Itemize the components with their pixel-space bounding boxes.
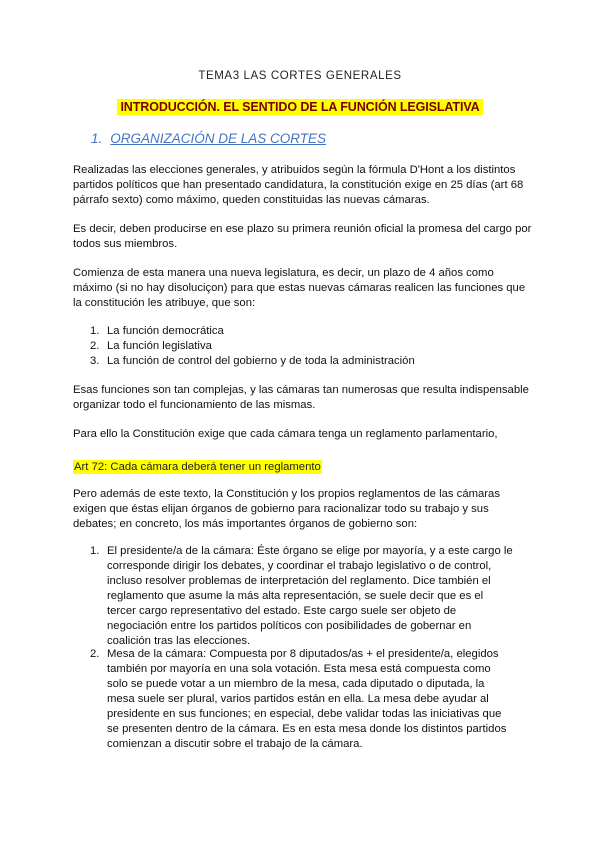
list-item xyxy=(73,339,535,354)
paragraph-governing-bodies: Pero además de este texto, la Constitución y los propios reglamentos de las cámaras exigen que éstas elijan órganos de gobierno para racionalizar todo su trabajo y sus debates; en concreto, los más importantes órganos de gobierno son: xyxy=(73,488,500,530)
functions-list xyxy=(73,324,535,369)
section-number: 1. xyxy=(91,131,103,146)
article-72-highlight: Art 72: Cada cámara deberá tener un reglamento xyxy=(74,461,321,473)
list-item xyxy=(73,354,535,369)
organs-list-item-mesa xyxy=(73,647,513,752)
list-text: El presidente/a de la cámara: Éste órgano se elige por mayoría, y a este cargo le corresponde dirigir los debates, y coordinar el trabajo legislativo o de control, incluso resolver problemas de interpretación del reglamento. Dice también el reglamento que asume la más alta representación, se suele decir que es el tercer cargo representativo del estado. Este cargo suele ser objeto de negociación entre los partidos políticos con posibilidades de gobernar en coalición tras las elecciones. xyxy=(107,545,513,647)
intro-heading: INTRODUCCIÓN. EL SENTIDO DE LA FUNCIÓN LEGISLATIVA xyxy=(117,99,482,115)
list-text: Mesa de la cámara: Compuesta por 8 diputados/as + el presidente/a, elegidos también por mayoría en una sola votación. Esta mesa está compuesta como solo se puede votar a un miembro de la mesa, cada diputado o diputada, la mesa suele ser plural, varios partidos están en ella. La mesa debe ayudar al presidente en sus funciones; en especial, debe validar todas las iniciativas que se presenten dentro de la cámara. Es en esta mesa donde los distintos partidos comienzan a discutir sobre el trabajo de la cámara. xyxy=(107,648,507,750)
list-text: La función de control del gobierno y de toda la administración xyxy=(107,355,415,367)
list-text: La función democrática xyxy=(107,325,224,337)
section-heading xyxy=(91,131,326,146)
paragraph-legislature: Comienza de esta manera una nueva legislatura, es decir, un plazo de 4 años como máximo (si no hay disoluciçon) para que estas nuevas cámaras realicen las funciones que la constitución les atribuye, que son: xyxy=(73,267,526,309)
section-title: ORGANIZACIÓN DE LAS CORTES xyxy=(110,131,327,146)
list-item xyxy=(73,544,513,649)
list-number: 1. xyxy=(90,545,100,557)
article-72-wrapper xyxy=(73,457,322,475)
organs-list-item-president xyxy=(73,544,513,649)
paragraph-elections: Realizadas las elecciones generales, y atribuidos según la fórmula D'Hont a los distintos partidos políticos que han presentado candidatura, la constitución exige en 25 días (art 68 párrafo sexto) como máximo, queden constituidas las nuevas cámaras. xyxy=(73,164,524,206)
list-number: 2. xyxy=(90,340,100,352)
list-number: 3. xyxy=(90,355,100,367)
list-number: 2. xyxy=(90,648,100,660)
paragraph-first-meeting: Es decir, deben producirse en ese plazo su primera reunión oficial la promesa del cargo por todos sus miembros. xyxy=(73,223,532,250)
list-item xyxy=(73,647,513,752)
paragraph-complexity: Esas funciones son tan complejas, y las cámaras tan numerosas que resulta indispensable organizar todo el funcionamiento de las mismas. xyxy=(73,384,529,411)
intro-heading-wrapper xyxy=(0,98,600,116)
paragraph-regulation: Para ello la Constitución exige que cada cámara tenga un reglamento parlamentario, xyxy=(73,428,498,440)
list-text: La función legislativa xyxy=(107,340,212,352)
list-number: 1. xyxy=(90,325,100,337)
list-item xyxy=(73,324,535,339)
chapter-title: TEMA3 LAS CORTES GENERALES xyxy=(198,70,402,82)
